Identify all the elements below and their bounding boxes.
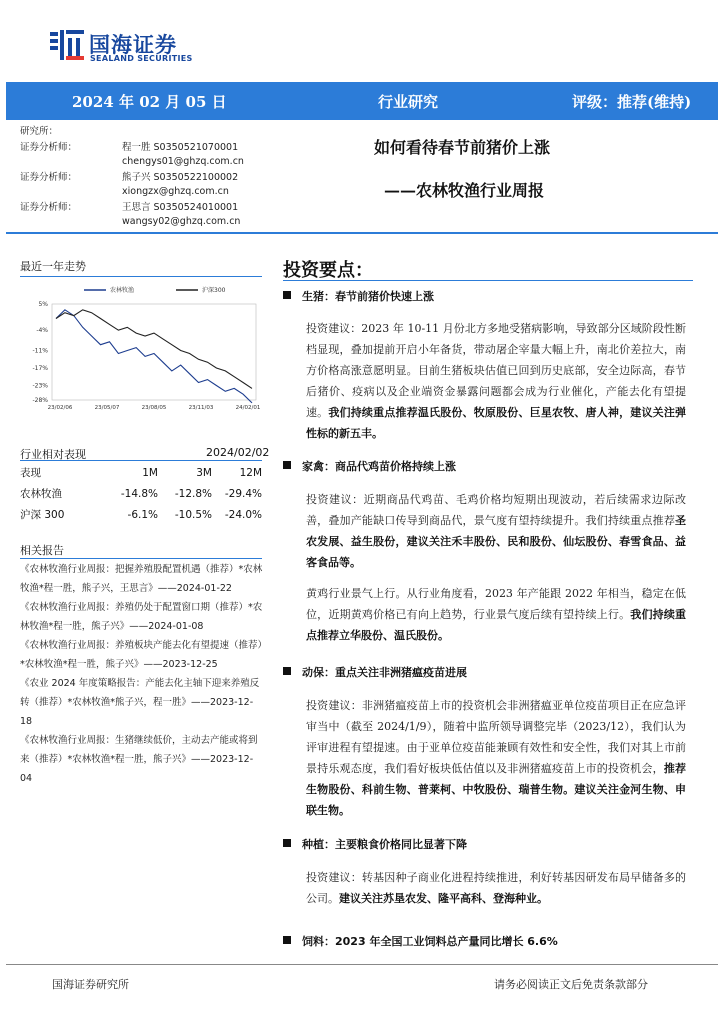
series-line-hs300 bbox=[56, 310, 252, 389]
report-subtitle: ——农林牧渔行业周报 bbox=[384, 181, 545, 200]
y-tick-label: 5% bbox=[38, 301, 48, 308]
related-report-link[interactable]: 《农林牧渔行业周报：养殖仍处于配置窗口期（推荐）*农林牧渔*程一胜，熊子兴》——2024-01-08 bbox=[20, 602, 263, 632]
table-header-cell: 12M bbox=[239, 466, 262, 479]
section-heading: 种植：主要粮食价格同比显著下降 bbox=[283, 836, 467, 852]
analyst-name-cert: 王思言 S0350524010001 bbox=[122, 202, 239, 213]
trend-heading: 最近一年走势 bbox=[20, 260, 86, 273]
square-bullet-icon bbox=[283, 461, 291, 469]
related-report-link[interactable]: 《农林牧渔行业周报：养殖板块产能去化有望提速（推荐）*农林牧渔*程一胜，熊子兴》——2023-12-25 bbox=[20, 640, 263, 670]
perf-table bbox=[20, 462, 262, 525]
section-heading: 生猪：春节前猪价快速上涨 bbox=[283, 288, 434, 304]
table-cell: -6.1% bbox=[127, 508, 158, 521]
analyst-email[interactable]: chengys01@ghzq.com.cn bbox=[122, 156, 244, 167]
x-tick-label: 23/08/05 bbox=[141, 405, 167, 411]
report-title: 如何看待春节前猪价上涨 bbox=[374, 138, 551, 157]
table-header-cell: 表现 bbox=[20, 467, 41, 479]
table-cell: -29.4% bbox=[224, 487, 262, 500]
report-type: 行业研究 bbox=[378, 93, 439, 111]
x-tick-label: 24/02/01 bbox=[235, 405, 261, 411]
table-header-cell: 3M bbox=[196, 466, 212, 479]
footer-org: 国海证券研究所 bbox=[52, 978, 129, 991]
x-tick-label: 23/02/06 bbox=[47, 405, 73, 411]
section-heading: 饲料：2023 年全国工业饲料总产量同比增长 6.6% bbox=[283, 933, 558, 949]
legend-label: 农林牧渔 bbox=[110, 287, 135, 294]
analyst-name-cert: 熊子兴 S0350522100002 bbox=[122, 172, 239, 183]
perf-divider bbox=[20, 460, 262, 461]
report-rating: 评级：推荐(维持) bbox=[572, 93, 692, 111]
table-cell: -24.0% bbox=[224, 508, 262, 521]
analyst-label: 证券分析师： bbox=[20, 172, 78, 183]
x-tick-label: 23/05/07 bbox=[94, 405, 120, 411]
key-points-title: 投资要点： bbox=[283, 260, 373, 281]
legend-label: 沪深300 bbox=[202, 287, 226, 294]
analyst-label: 证券分析师： bbox=[20, 142, 78, 153]
table-cell: -12.8% bbox=[174, 487, 212, 500]
series-line-agri bbox=[56, 310, 252, 403]
related-report-link[interactable]: 《农林牧渔行业周报：生猪继续低价，主动去产能或将到来（推荐）*农林牧渔*程一胜，熊子兴》——2023-12-04 bbox=[20, 735, 258, 784]
section-paragraph: 黄鸡行业景气上行。从行业角度看，2023 年产能跟 2022 年相当，稳定在低位，近期黄鸡价格已有向上趋势，行业景气度后续有望持续上行。我们持续重点推荐立华股份、温氏股份。 bbox=[306, 587, 687, 642]
section-paragraph: 投资建议：近期商品代鸡苗、毛鸡价格均短期出现波动，若后续需求边际改善，叠加产能缺口传导到商品代，景气度有望持续提升。我们持续重点推荐圣农发展、益生股份，建议关注禾丰股份、民和股份、仙坛股份、春雪食品、益客食品等。 bbox=[306, 493, 686, 569]
related-heading: 相关报告 bbox=[20, 544, 64, 557]
perf-date: 2024/02/02 bbox=[206, 446, 270, 459]
trend-chart-svg bbox=[20, 282, 262, 414]
analyst-email[interactable]: wangsy02@ghzq.com.cn bbox=[122, 216, 241, 227]
y-tick-label: -28% bbox=[32, 397, 48, 404]
y-tick-label: -17% bbox=[32, 365, 48, 372]
table-header-cell: 1M bbox=[142, 466, 158, 479]
table-row bbox=[20, 504, 262, 525]
header-divider bbox=[6, 232, 718, 234]
section-paragraph: 投资建议：转基因种子商业化进程持续推进，利好转基因研发布局早储备多的公司。建议关注苏垦农发、隆平高科、登海种业。 bbox=[306, 871, 686, 905]
analyst-name-cert: 程一胜 S0350521070001 bbox=[122, 142, 239, 153]
analyst-label: 证券分析师： bbox=[20, 202, 78, 213]
related-report-link[interactable]: 《农业 2024 年度策略报告：产能去化主轴下迎来养殖反转（推荐）*农林牧渔*熊子兴，程一胜》——2023-12-18 bbox=[20, 678, 260, 727]
trend-chart bbox=[20, 282, 262, 414]
trend-divider bbox=[20, 276, 262, 277]
square-bullet-icon bbox=[283, 936, 291, 944]
y-tick-label: -11% bbox=[32, 347, 48, 355]
table-header-row bbox=[20, 462, 262, 483]
table-cell: 沪深 300 bbox=[20, 509, 65, 521]
square-bullet-icon bbox=[283, 839, 291, 847]
plot-frame bbox=[52, 304, 256, 400]
related-report-list bbox=[20, 560, 264, 788]
x-tick-label: 23/11/03 bbox=[188, 405, 214, 411]
analyst-email[interactable]: xiongzx@ghzq.com.cn bbox=[122, 186, 229, 197]
related-divider bbox=[20, 558, 262, 559]
header-band bbox=[6, 82, 718, 120]
section-paragraph: 投资建议：2023 年 10-11 月份北方多地受猪病影响，导致部分区域阶段性断档显现，叠加提前开启小年备货，带动屠企宰量大幅上升，南北价差拉大，南方价格高涨意愿明显。目前生猪板块估值已回到历史底部，安全边际高，春节后猪价、疫病以及企业端资金暴露问题都会成为行业催化，产能去化有望提速。我们持续重点推荐温氏股份、牧原股份、巨星农牧、唐人神，建议关注弹性标的新五丰。 bbox=[306, 322, 687, 440]
related-report-link[interactable]: 《农林牧渔行业周报：把握养殖股配置机遇（推荐）*农林牧渔*程一胜，熊子兴，王思言》——2024-01-22 bbox=[20, 564, 263, 594]
brand-name-cn: 国海证券 bbox=[89, 33, 177, 57]
report-date: 2024 年 02 月 05 日 bbox=[72, 93, 227, 111]
y-tick-label: -4% bbox=[36, 327, 48, 335]
table-cell: -14.8% bbox=[120, 487, 158, 500]
table-cell: -10.5% bbox=[174, 508, 212, 521]
research-label: 研究所： bbox=[20, 126, 59, 137]
footer-divider bbox=[6, 964, 718, 965]
section-heading: 动保：重点关注非洲猪瘟疫苗进展 bbox=[283, 664, 467, 680]
table-cell: 农林牧渔 bbox=[20, 488, 62, 500]
section-paragraph: 投资建议：非洲猪瘟疫苗上市的投资机会非洲猪瘟亚单位疫苗项目正在应急评审当中（截至 2024/1/9），随着中监所领导调整完毕（2023/12），我们认为评审进程有望提速。由于亚单位疫苗能兼顾有效性和安全性，我们对其上市前景持乐观态度，我们看好板块低估值以及非洲猪瘟疫苗上市的投资机会，推荐生物股份、科前生物、普莱柯、中牧股份、瑞普生物。建议关注金河生物、申联生物。 bbox=[306, 699, 687, 817]
y-tick-label: -23% bbox=[32, 382, 48, 390]
table-row bbox=[20, 483, 262, 504]
logo-mark-icon bbox=[48, 28, 86, 62]
company-logo bbox=[48, 28, 228, 68]
square-bullet-icon bbox=[283, 667, 291, 675]
section-heading: 家禽：商品代鸡苗价格持续上涨 bbox=[283, 458, 456, 474]
perf-title: 行业相对表现 bbox=[20, 448, 86, 461]
key-points-divider bbox=[283, 280, 693, 281]
brand-name-en: SEALAND SECURITIES bbox=[90, 54, 193, 63]
square-bullet-icon bbox=[283, 291, 291, 299]
footer-disclaimer: 请务必阅读正文后免责条款部分 bbox=[494, 978, 648, 991]
